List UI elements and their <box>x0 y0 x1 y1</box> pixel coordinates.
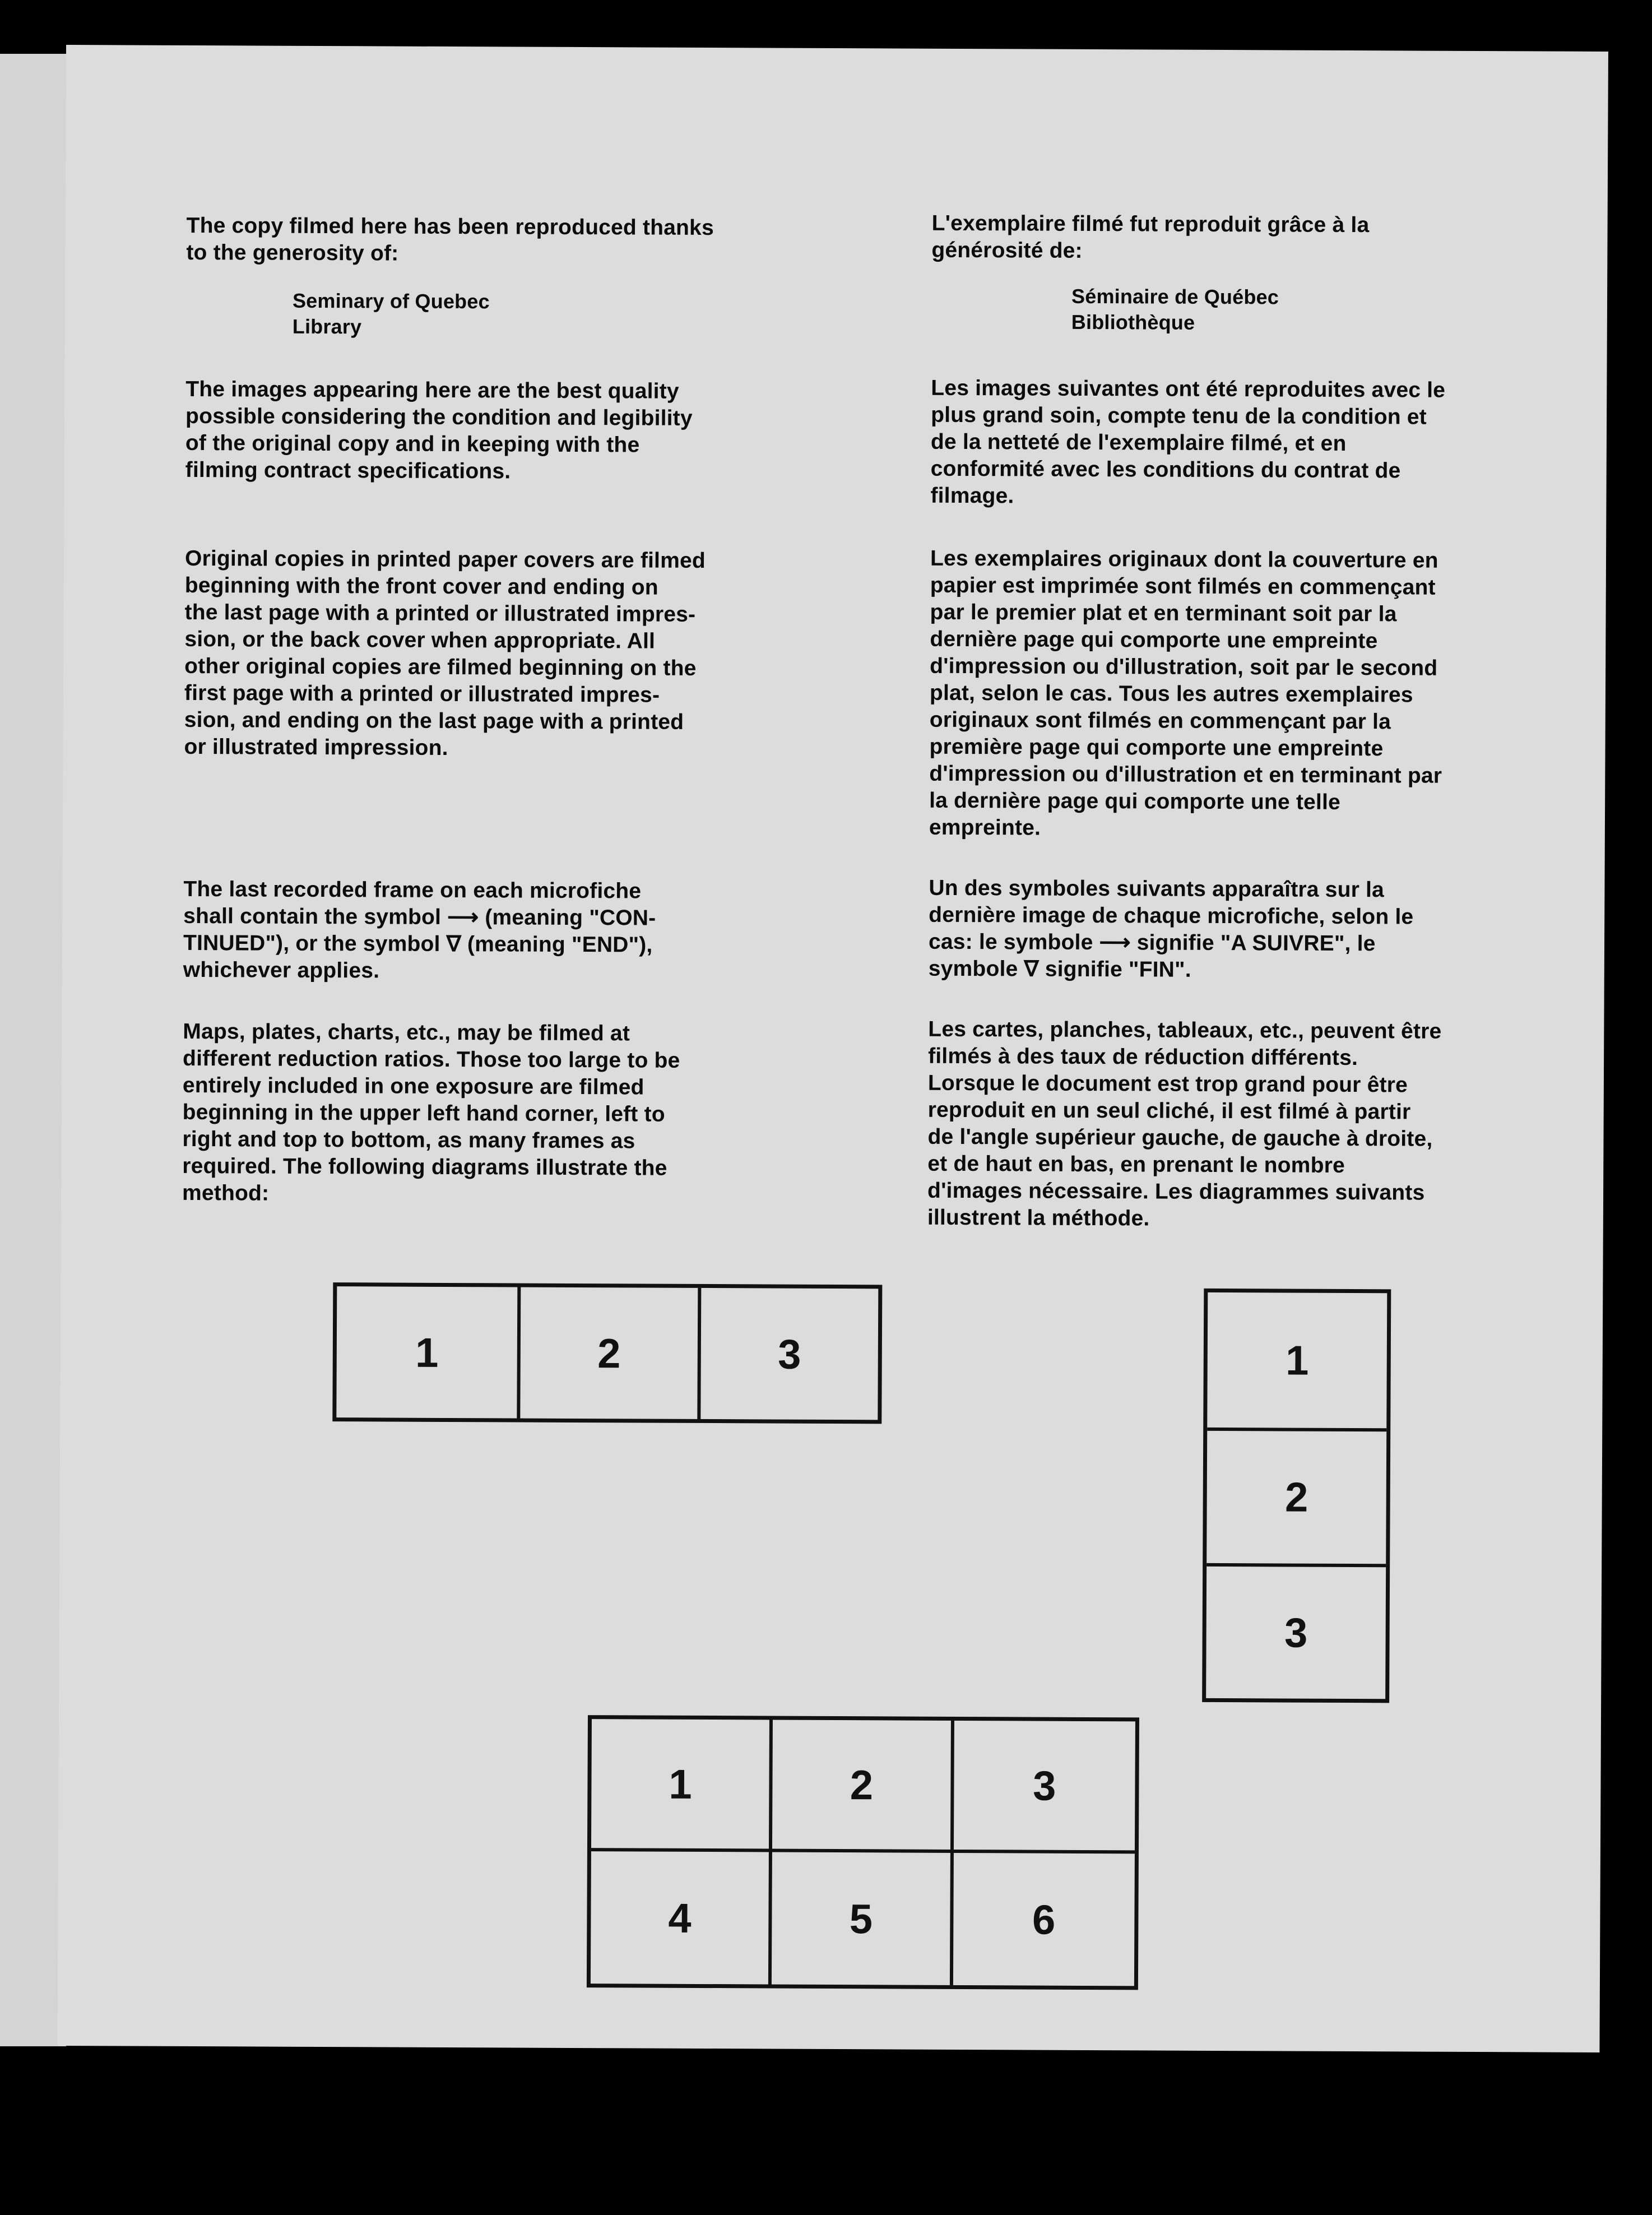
french-symbols-paragraph: Un des symboles suivants apparaîtra sur la dernière image de chaque microfiche, selon le cas: le symbole ⟶ signifie "A SUIVRE", le symbole ∇ signifie "FIN". <box>928 875 1414 982</box>
frame-cell: 6 <box>1032 1896 1056 1943</box>
english-intro: The copy filmed here has been reproduced thanks to the generosity of: <box>186 213 714 266</box>
frame-cell: 1 <box>591 1719 773 1852</box>
english-library: Seminary of Quebec Library <box>292 289 490 339</box>
facing-page-edge <box>0 54 66 2046</box>
french-originals-paragraph: Les exemplaires originaux dont la couverture en papier est imprimée sont filmés en commençant par le premier plat et en terminant soit par la dernière page qui comporte une empreinte d'impression ou d'illustration, soit par le second plat, selon le cas. Tous les autres exemplaires originaux sont filmés en commençant par la première page qui comporte une empreinte d'impression ou d'illustration et en terminant par la dernière page qui comporte une telle empreinte. <box>929 546 1442 840</box>
frame-cell: 3 <box>697 1288 878 1420</box>
english-originals-paragraph: Original copies in printed paper covers are filmed beginning with the front cover and ending on the last page with a printed or illustrated impres- sion, or the back cover when appropriate. All other original copies are filmed beginning on the first page with a printed or illustrated impres- sion, and ending on the last page with a printed or illustrated impression. <box>184 546 706 760</box>
english-column <box>182 45 792 1206</box>
french-maps-paragraph: Les cartes, planches, tableaux, etc., peuvent être filmés à des taux de réduction différents. Lorsque le document est trop grand pour être reproduit en un seul cliché, il est filmé à partir de l'angle supérieur gauche, de gauche à droite, et de haut en bas, en prenant le nombre d'images nécessaire. Les diagrammes suivants illustrent la méthode. <box>927 1017 1442 1231</box>
frame-cell: 5 <box>772 1852 953 1985</box>
frame-cell: 1 <box>1286 1337 1309 1384</box>
english-maps-paragraph: Maps, plates, charts, etc., may be filmed at different reduction ratios. Those too large to be entirely included in one exposure are filmed beginning in the upper left hand corner, left to right and top to bottom, as many frames as required. The following diagrams illustrate the method: <box>182 1019 680 1206</box>
english-symbols-paragraph: The last recorded frame on each microfiche shall contain the symbol ⟶ (meaning "CON- TINUED"), or the symbol ∇ (meaning "END"), whichever applies. <box>183 877 656 983</box>
grid-frames-diagram <box>587 1715 1139 1990</box>
frame-cell: 4 <box>591 1851 772 1984</box>
french-library: Séminaire de Québec Bibliothèque <box>1071 284 1279 334</box>
frame-cell: 2 <box>772 1720 954 1853</box>
frame-cell: 2 <box>1206 1428 1386 1564</box>
english-images-paragraph: The images appearing here are the best quality possible considering the condition and legibility of the original copy and in keeping with the filming contract specifications. <box>185 377 693 484</box>
document-page <box>57 45 1608 2052</box>
frame-cell: 3 <box>954 1721 1135 1853</box>
frame-cell: 3 <box>1206 1563 1386 1699</box>
frame-cell: 2 <box>517 1287 698 1419</box>
frame-cell: 1 <box>415 1329 439 1376</box>
horizontal-frames-diagram <box>332 1282 882 1424</box>
vertical-frames-diagram <box>1202 1289 1391 1703</box>
french-column <box>927 49 1538 1231</box>
french-images-paragraph: Les images suivantes ont été reproduites avec le plus grand soin, compte tenu de la condition et de la netteté de l'exemplaire filmé, et en conformité avec les conditions du contrat de filmage. <box>930 376 1446 508</box>
french-intro: L'exemplaire filmé fut reproduit grâce à la générosité de: <box>931 211 1370 263</box>
